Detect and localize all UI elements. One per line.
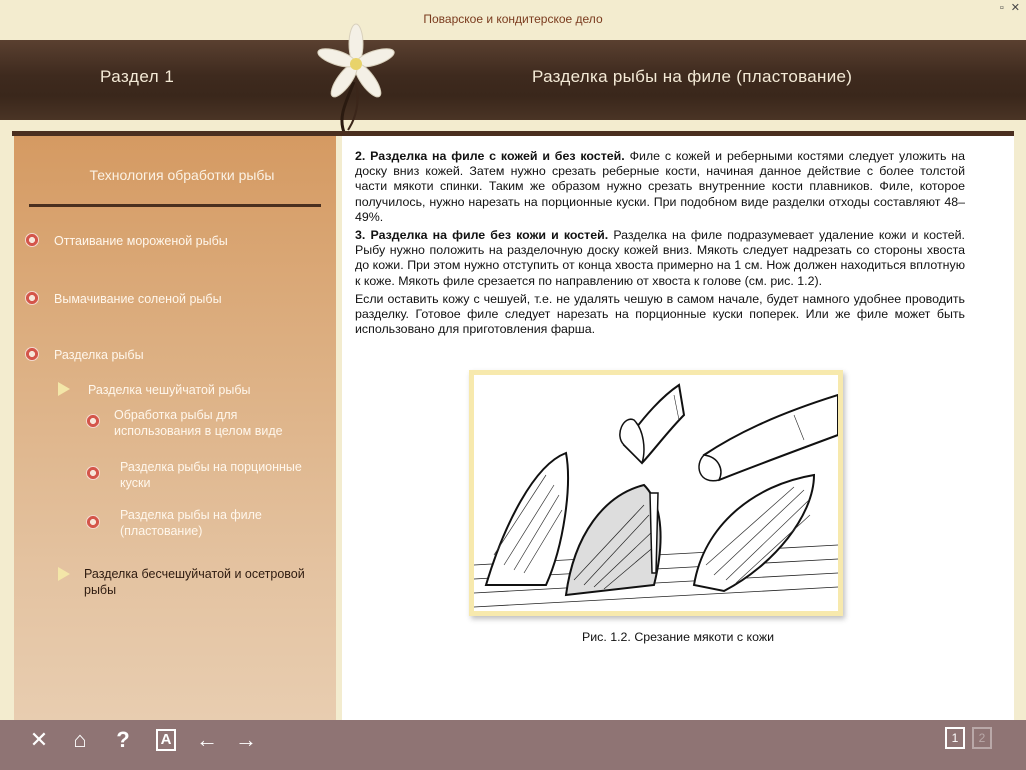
flower-logo-icon <box>316 22 396 134</box>
bullet-icon <box>25 347 39 361</box>
header-banner <box>0 40 1026 120</box>
section-label: Раздел 1 <box>100 67 175 86</box>
sidebar-item-fillet[interactable]: Разделка рыбы на филе (пластование) <box>120 508 262 538</box>
close-icon[interactable]: ✕ <box>29 727 49 752</box>
bullet-icon <box>86 466 100 480</box>
figure-frame <box>469 370 843 616</box>
paragraph-fillet-without-skin <box>355 228 965 289</box>
triangle-bullet-icon <box>58 567 70 581</box>
paragraph-tip: Если оставить кожу с чешуей, т.е. не удалять чешую в самом начале, будет намного удобнее проводить разделку. Готовое филе следует нарезать на порционные куски поперек. Или же филе может быть использовано для приготовления фарша. <box>355 291 965 337</box>
sidebar-item-thawing[interactable]: Оттаивание мороженой рыбы <box>54 234 228 248</box>
fish-filleting-illustration <box>474 375 838 611</box>
paragraph-heading: 2. Разделка на филе с кожей и без костей. <box>355 149 625 163</box>
help-icon[interactable]: ? <box>116 727 130 752</box>
window-titlebar <box>0 0 1026 40</box>
sidebar-divider <box>29 204 321 207</box>
bullet-icon <box>25 291 39 305</box>
page-title: Разделка рыбы на филе (пластование) <box>532 67 853 86</box>
sidebar-item-whole-fish[interactable]: Обработка рыбы для использования в целом виде <box>114 408 283 438</box>
paragraph-body: Филе с кожей и реберными костями следует уложить на доску вниз кожей. Затем нужно срезать реберные кости, начиная данное действие с более толстой части мякоти спинки. Таким же образом нужно срезать внутренние кости плавников. Филе, которое получилось, нужно нарезать на порционные куски. При подобном виде разделки отходы составляют 48–49%. <box>355 149 965 224</box>
page-1-button[interactable]: 1 <box>945 727 965 749</box>
forward-arrow-icon[interactable]: → <box>235 727 257 752</box>
paragraph-heading: 3. Разделка на филе без кожи и костей. <box>355 228 609 243</box>
home-icon[interactable]: ⌂ <box>73 727 87 752</box>
back-arrow-icon[interactable]: ← <box>196 727 218 752</box>
bullet-icon <box>86 414 100 428</box>
triangle-bullet-icon <box>58 382 70 396</box>
sidebar <box>14 136 336 720</box>
footer-toolbar <box>0 720 1026 770</box>
article-text <box>355 149 965 340</box>
bullet-icon <box>86 515 100 529</box>
glossary-label: A <box>156 729 176 751</box>
window-title: Поварское и кондитерское дело <box>423 12 603 26</box>
window-controls[interactable]: ▫ ✕ <box>999 2 1022 14</box>
figure-caption: Рис. 1.2. Срезание мякоти с кожи <box>581 630 775 644</box>
sidebar-item-scaleless-sturgeon[interactable]: Разделка бесчешуйчатой и осетровой рыбы <box>84 567 305 597</box>
sidebar-item-fish-cutting[interactable]: Разделка рыбы <box>54 348 144 362</box>
paragraph-fillet-with-skin <box>355 149 965 225</box>
sidebar-title: Технология обработки рыбы <box>89 167 275 183</box>
sidebar-item-scaled-fish[interactable]: Разделка чешуйчатой рыбы <box>88 383 251 397</box>
paragraph-body: Разделка на филе подразумевает удаление кожи и костей. Рыбу нужно положить на разделочную доску кожей вниз. Мякоть следует надрезать со стороны хвоста до кожи. При этом нужно отступить от конца хвоста примерно на 1 см. Нож должен находиться вплотную к коже. Мякоть филе срезается по направлению от хвоста к голове (см. рис. 1.2). <box>355 228 965 288</box>
glossary-icon[interactable] <box>152 726 180 754</box>
content-panel <box>342 136 1014 720</box>
sidebar-item-portion-pieces[interactable]: Разделка рыбы на порционные куски <box>120 460 302 490</box>
bullet-icon <box>25 233 39 247</box>
page-2-button[interactable]: 2 <box>972 727 992 749</box>
sidebar-item-soaking[interactable]: Вымачивание соленой рыбы <box>54 292 222 306</box>
